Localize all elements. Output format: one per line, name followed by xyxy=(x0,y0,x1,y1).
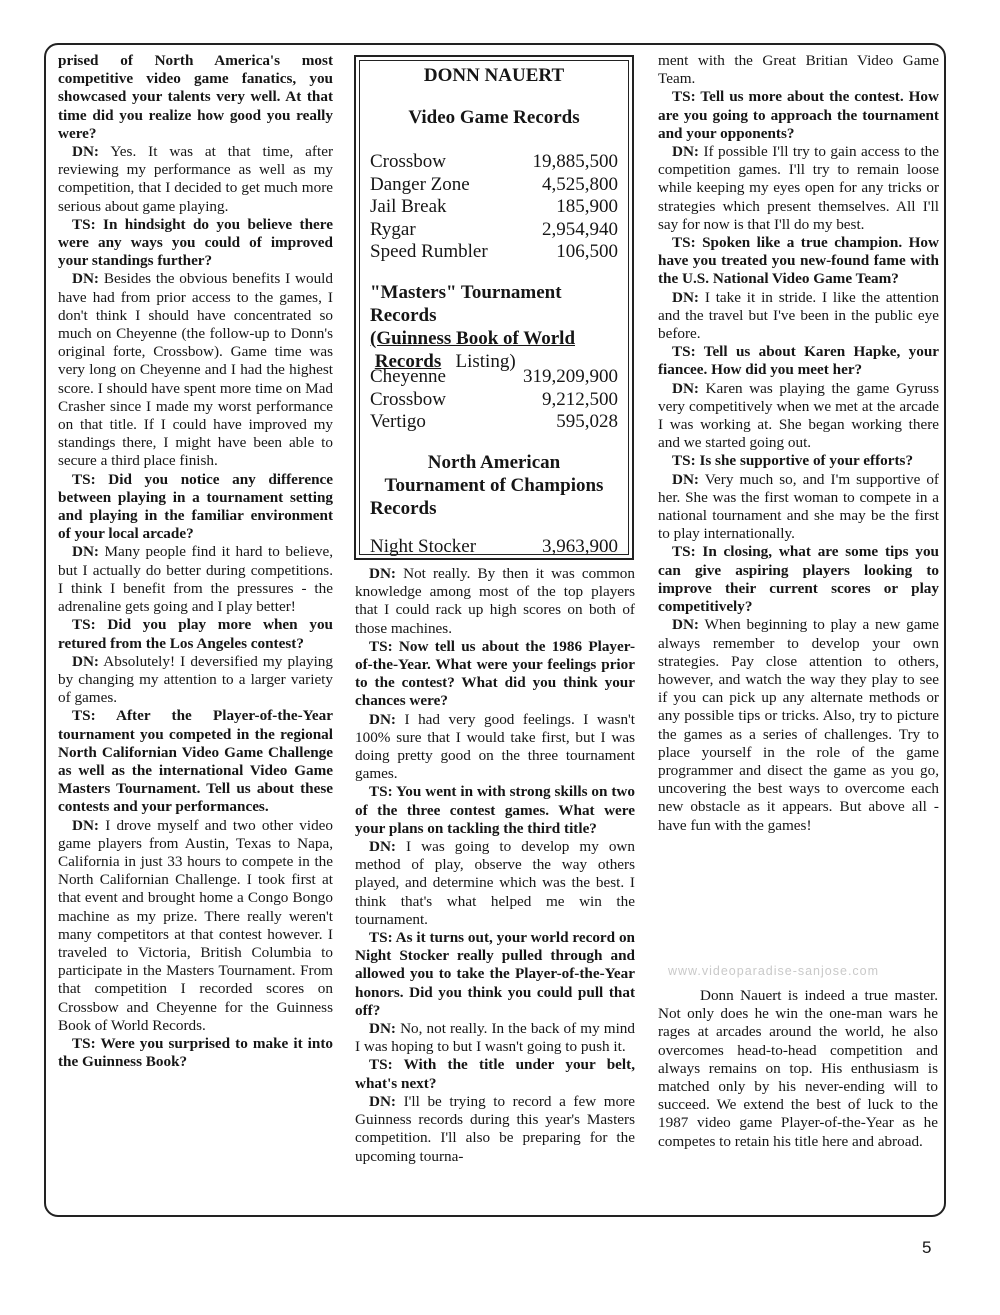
col2-para-0: DN: Not really. By then it was common knowledge among most of the top players that I could rack up high scores on both of those machines. xyxy=(355,565,635,637)
records-box xyxy=(354,55,634,560)
col1-para-10: TS: Were you surprised to make it into the Guinness Book? xyxy=(58,1034,333,1071)
column-1 xyxy=(58,52,333,1071)
col3-para-4: DN: I take it in stride. I like the attention and the travel but I've been in the public eye before. xyxy=(658,288,940,343)
col1-para-7: DN: Absolutely! I deversified my playing by changing my attention to a larger variety of games. xyxy=(58,652,333,707)
record-row: Vertigo 595,028 xyxy=(370,411,618,432)
col3-para-1: TS: Tell us more about the contest. How are you going to approach the tournament and your opponents? xyxy=(658,88,939,142)
col2-para-1: TS: Now tell us about the 1986 Player-of-the-Year. What were your feelings prior to the contest? What did you think your chances were? xyxy=(355,637,636,710)
col1-para-5: DN: Many people find it hard to believe, but I actually do better during competitions. I think I benefit from the pressures - the adrenaline gets going and I play better! xyxy=(58,543,334,616)
col3-para-7: TS: Is she supportive of your efforts? xyxy=(672,452,914,470)
record-row: Cheyenne 319,209,900 xyxy=(370,366,618,387)
box-title: DONN NAUERT xyxy=(423,65,565,86)
col1-para-6: TS: Did you play more when you retured from the Los Angeles contest? xyxy=(58,616,334,652)
col3-para-0: ment with the Great Britian Video Game Team. xyxy=(658,52,939,88)
col2-para-3: TS: You went in with strong skills on two of the three contest games. What were your plans on tackling the third title? xyxy=(355,783,635,837)
video-game-records-table xyxy=(370,151,618,264)
north-american-records-table xyxy=(370,536,618,559)
col2-para-2: DN: I had very good feelings. I wasn't 100% sure that I would take first, but I was doing pretty good on the three tournament games. xyxy=(355,710,636,783)
col3-para-3: TS: Spoken like a true champion. How have you treated you new-found fame with the U.S. National Video Game Team? xyxy=(658,234,939,288)
column-3 xyxy=(658,52,939,835)
north-american-heading: North American Tournament of Champions Records xyxy=(370,452,604,519)
record-row: Danger Zone 4,525,800 xyxy=(370,173,618,195)
col3-para-10: DN: When beginning to play a new game always remember to develop your own strategies. Pay close attention to others, however, and watch the way they play to see if you can pick up any alternate methods or any possible tips or tricks. Also, try to picture the games as a series of challenges. Try to place yourself in the role of the game programmer and disect the game as you go, uncovering the best ways to overcome each new obstacle as it appears. But above all - have fun with the games! xyxy=(658,616,939,834)
col3-para-2: DN: If possible I'll try to gain access to the competition games. I'll try to remain loose while keeping my eyes open for any tricks or strategies which present themselves. All I'll say for now is that I'll do my best. xyxy=(658,143,939,233)
col1-para-9: DN: I drove myself and two other video game players from Austin, Texas to Napa, California in just 33 hours to compete in the North Californian Challenge. I took first at that event and brought home a Congo Bongo machine as my prize. There really weren't many competitors at that contest however. I traveled to Victoria, British Columbia to participate in the Masters Tournament. From that competition I recorded scores on Crossbow and Cheyenne for the Guinness Book of World Records. xyxy=(58,816,333,1034)
col1-para-1: DN: Yes. It was at that time, after reviewing my performance as well as my competition, that I decided to get much more serious about game playing. xyxy=(58,143,333,215)
masters-heading: "Masters" Tournament Records (Guinness Book of World Records Listing) xyxy=(370,282,576,372)
record-row: Crossbow 9,212,500 xyxy=(370,388,618,410)
col3-para-5: TS: Tell us about Karen Hapke, your fiancee. How did you meet her? xyxy=(658,343,940,379)
watermark: www.videoparadise-sanjose.com xyxy=(668,964,880,978)
record-row: Jail Break 185,900 xyxy=(370,196,618,217)
closing-paragraph: Donn Nauert is indeed a true master. Not only does he win the one-man wars he rages at arcades around the world, he also overcomes head-to-head competition and always remains on top. His enthusiasm is matched only by his never-ending will to succeed. We extend the best of luck to the 1987 video game Player-of-the-Year as he competes to retain his title here and abroad. xyxy=(658,987,938,1150)
col1-para-2: TS: In hindsight do you believe there were any ways you could of improved your standings further? xyxy=(58,215,333,270)
page-number: 5 xyxy=(922,1238,932,1257)
record-row: Crossbow 19,885,500 xyxy=(370,151,618,172)
col1-para-4: TS: Did you notice any difference between playing in a tournament setting and playing in the familiar environment of your local arcade? xyxy=(58,470,333,543)
col2-para-8: DN: I'll be trying to record a few more Guinness records during this year's Masters competition. I'll also be preparing for the upcoming tourna- xyxy=(355,1092,635,1165)
col2-para-4: DN: I was going to develop my own method of play, observe the way others played, and determine which was the best. I think that's what helped me win the tournament. xyxy=(355,838,635,928)
col1-para-3: DN: Besides the obvious benefits I would have had from prior access to the games, I don't think I should have concentrated so much on Cheyenne (the follow-up to Donn's original forte, Crossbow). Game time was very long on Cheyenne and I had the highest score. I should have spent more time on Mad Crasher since I made my worst performance on that title. If I could have improved my standings there, I might have been able to secure a third place finish. xyxy=(58,270,333,470)
record-row: Speed Rumbler 106,500 xyxy=(370,241,618,262)
records-box-inner xyxy=(359,60,629,555)
col1-para-8: TS: After the Player-of-the-Year tournament you competed in the regional North Californian Video Game Challenge as well as the international Video Game Masters Tournament. Tell us about these contests and your performances. xyxy=(58,707,333,816)
col2-para-5: TS: As it turns out, your world record on Night Stocker really pulled through and allowed you to take the Player-of-the-Year honors. Did you think you could pull that off? xyxy=(355,929,635,1019)
col2-para-7: TS: With the title under your belt, what's next? xyxy=(355,1056,635,1092)
col1-para-0: prised of North America's most competitive video game fanatics, you showcased your talents very well. At that time did you realize how good you really were? xyxy=(58,52,333,142)
col3-para-6: DN: Karen was playing the game Gyruss very competitively when we met at the arcade I was working at. She began working there and we started going out. xyxy=(658,379,939,452)
record-row: Night Stocker 3,963,900 xyxy=(370,536,618,557)
col3-para-9: TS: In closing, what are some tips you can give aspiring players looking to improve their current scores or play competitively? xyxy=(658,543,939,616)
masters-records-table xyxy=(370,366,618,434)
record-row: Rygar 2,954,940 xyxy=(370,218,618,240)
col3-para-8: DN: Very much so, and I'm supportive of her. She was the first woman to compete in a national tournament and she may be the first to play internationally. xyxy=(658,470,939,543)
column-2 xyxy=(355,565,635,1166)
box-subtitle: Video Game Records xyxy=(408,107,580,128)
col2-para-6: DN: No, not really. In the back of my mind I was hoping to but I wasn't going to push it. xyxy=(355,1020,635,1056)
